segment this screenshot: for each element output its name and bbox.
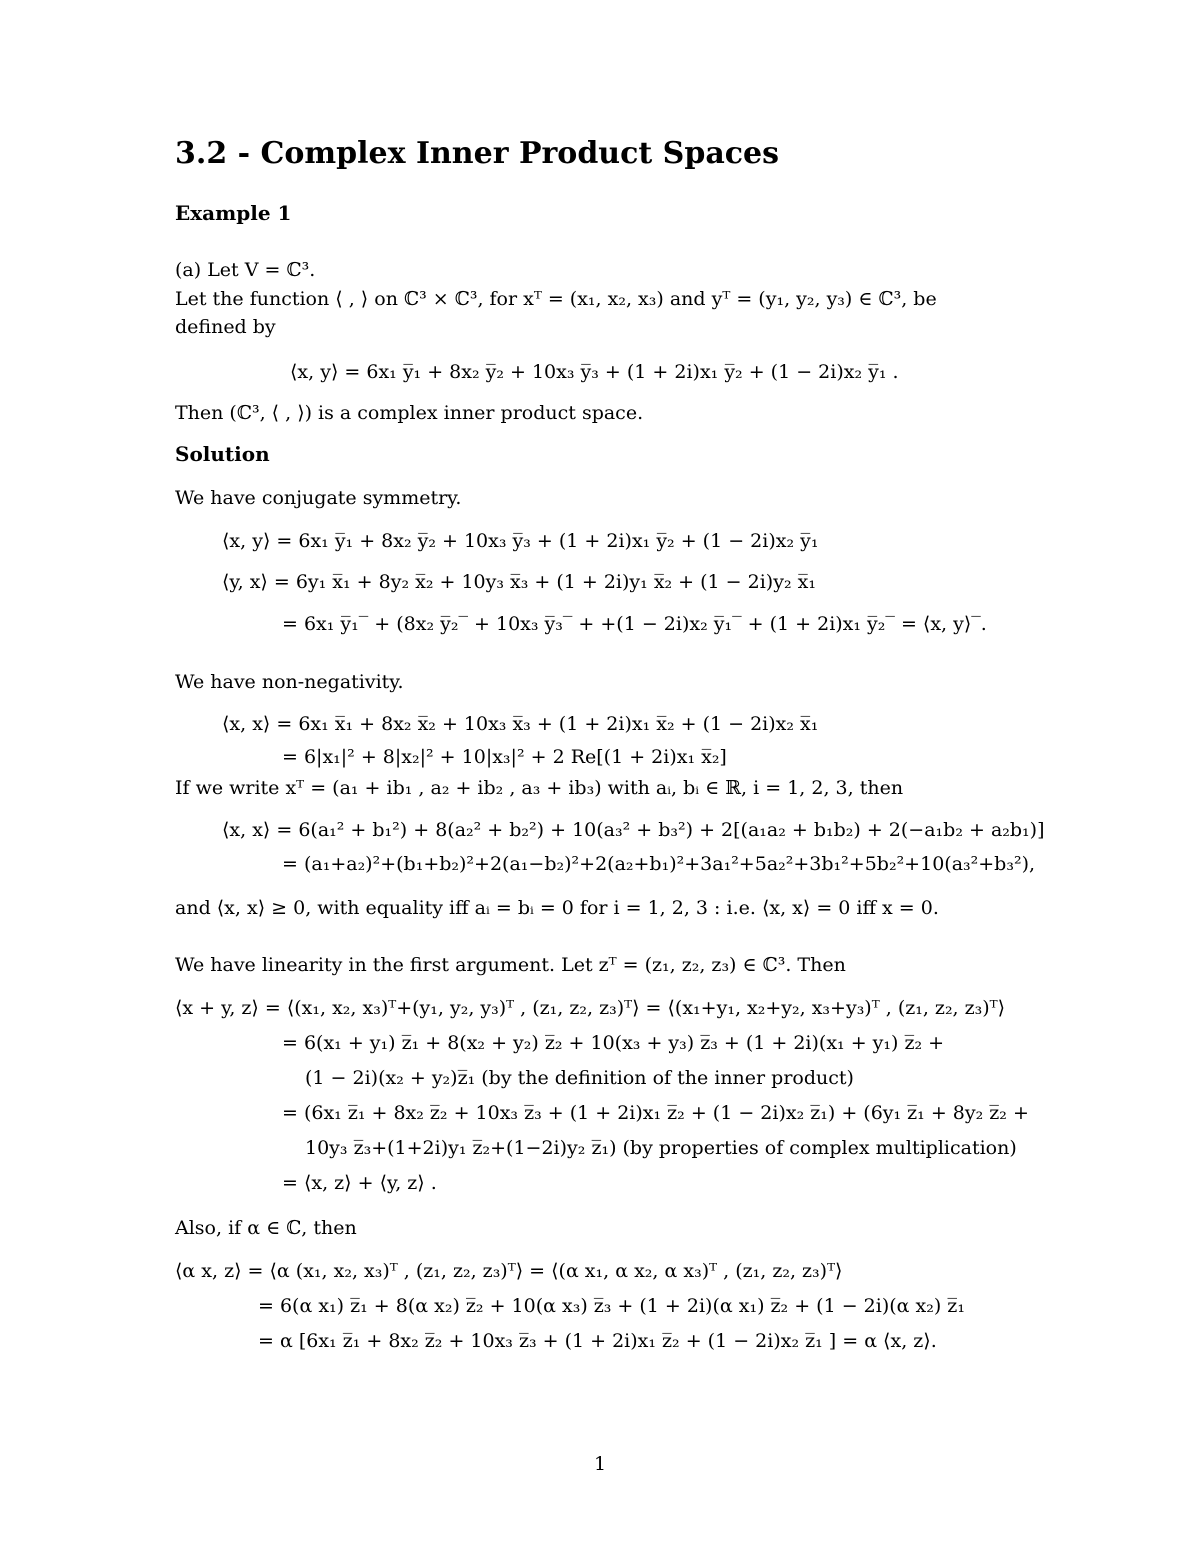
statement-line-a: (a) Let V = ℂ³.	[175, 259, 316, 281]
linearity-eq5: 10y₃ z̅₃+(1+2i)y₁ z̅₂+(1−2i)y₂ z̅₁) (by properties of complex multiplication)	[305, 1137, 1017, 1159]
definition-equation: ⟨x, y⟩ = 6x₁ y̅₁ + 8x₂ y̅₂ + 10x₃ y̅₃ + (1 + 2i)x₁ y̅₂ + (1 − 2i)x₂ y̅₁ .	[290, 361, 899, 383]
linearity-intro: We have linearity in the first argument. Let zᵀ = (z₁, z₂, z₃) ∈ ℂ³. Then	[175, 954, 846, 976]
scalar-intro: Also, if α ∈ ℂ, then	[175, 1217, 357, 1239]
nonneg-eq2: = 6|x₁|² + 8|x₂|² + 10|x₃|² + 2 Re[(1 + 2i)x₁ x̅₂]	[282, 746, 727, 768]
example-heading: Example 1	[175, 201, 292, 225]
scalar-eq3: = α [6x₁ z̅₁ + 8x₂ z̅₂ + 10x₃ z̅₃ + (1 + 2i)x₁ z̅₂ + (1 − 2i)x₂ z̅₁ ] = α ⟨x, z⟩.	[258, 1330, 937, 1352]
page-title: 3.2 - Complex Inner Product Spaces	[175, 136, 779, 171]
scalar-eq1: ⟨α x, z⟩ = ⟨α (x₁, x₂, x₃)ᵀ , (z₁, z₂, z₃)ᵀ⟩ = ⟨(α x₁, α x₂, α x₃)ᵀ , (z₁, z₂, z₃)ᵀ⟩	[175, 1260, 843, 1282]
linearity-eq2: = 6(x₁ + y₁) z̅₁ + 8(x₂ + y₂) z̅₂ + 10(x₃ + y₃) z̅₃ + (1 + 2i)(x₁ + y₁) z̅₂ +	[282, 1032, 945, 1054]
conjugate-eq2: ⟨y, x⟩ = 6y₁ x̅₁ + 8y₂ x̅₂ + 10y₃ x̅₃ + (1 + 2i)y₁ x̅₂ + (1 − 2i)y₂ x̅₁	[222, 571, 816, 593]
statement-line-c: defined by	[175, 316, 276, 338]
solution-heading: Solution	[175, 442, 270, 466]
linearity-eq6: = ⟨x, z⟩ + ⟨y, z⟩ .	[282, 1172, 437, 1194]
statement-conclusion: Then (ℂ³, ⟨ , ⟩) is a complex inner product space.	[175, 402, 644, 424]
nonneg-conclusion: and ⟨x, x⟩ ≥ 0, with equality iff aᵢ = bᵢ = 0 for i = 1, 2, 3 : i.e. ⟨x, x⟩ = 0 iff x = 0.	[175, 897, 939, 919]
page-number: 1	[593, 1453, 607, 1475]
conjugate-eq1: ⟨x, y⟩ = 6x₁ y̅₁ + 8x₂ y̅₂ + 10x₃ y̅₃ + (1 + 2i)x₁ y̅₂ + (1 − 2i)x₂ y̅₁	[222, 530, 819, 552]
nonneg-eq3: ⟨x, x⟩ = 6(a₁² + b₁²) + 8(a₂² + b₂²) + 10(a₃² + b₃²) + 2[(a₁a₂ + b₁b₂) + 2(−a₁b₂ + a₂b₁)]	[222, 819, 1045, 841]
scalar-eq2: = 6(α x₁) z̅₁ + 8(α x₂) z̅₂ + 10(α x₃) z̅₃ + (1 + 2i)(α x₁) z̅₂ + (1 − 2i)(α x₂) z̅₁	[258, 1295, 965, 1317]
conjugate-intro: We have conjugate symmetry.	[175, 487, 462, 509]
linearity-eq3: (1 − 2i)(x₂ + y₂)z̅₁ (by the definition of the inner product)	[305, 1067, 854, 1089]
linearity-eq4: = (6x₁ z̅₁ + 8x₂ z̅₂ + 10x₃ z̅₃ + (1 + 2i)x₁ z̅₂ + (1 − 2i)x₂ z̅₁) + (6y₁ z̅₁ + 8y₂ z̅₂ +	[282, 1102, 1029, 1124]
conjugate-eq3: = 6x₁ y̅₁‾ + (8x₂ y̅₂‾ + 10x₃ y̅₃‾ + +(1 − 2i)x₂ y̅₁‾ + (1 + 2i)x₁ y̅₂‾ = ⟨x, y⟩‾.	[282, 613, 987, 635]
nonneg-write: If we write xᵀ = (a₁ + ib₁ , a₂ + ib₂ , a₃ + ib₃) with aᵢ, bᵢ ∈ ℝ, i = 1, 2, 3, then	[175, 777, 904, 799]
nonneg-intro: We have non-negativity.	[175, 671, 404, 693]
nonneg-eq1: ⟨x, x⟩ = 6x₁ x̅₁ + 8x₂ x̅₂ + 10x₃ x̅₃ + (1 + 2i)x₁ x̅₂ + (1 − 2i)x₂ x̅₁	[222, 713, 819, 735]
statement-line-b: Let the function ⟨ , ⟩ on ℂ³ × ℂ³, for xᵀ = (x₁, x₂, x₃) and yᵀ = (y₁, y₂, y₃) ∈ ℂ³, be	[175, 288, 937, 310]
nonneg-eq4: = (a₁+a₂)²+(b₁+b₂)²+2(a₁−b₂)²+2(a₂+b₁)²+3a₁²+5a₂²+3b₁²+5b₂²+10(a₃²+b₃²),	[282, 853, 1036, 875]
linearity-eq1: ⟨x + y, z⟩ = ⟨(x₁, x₂, x₃)ᵀ+(y₁, y₂, y₃)ᵀ , (z₁, z₂, z₃)ᵀ⟩ = ⟨(x₁+y₁, x₂+y₂, x₃+y₃)ᵀ , (z₁, z₂, z₃)ᵀ⟩	[175, 997, 1006, 1019]
